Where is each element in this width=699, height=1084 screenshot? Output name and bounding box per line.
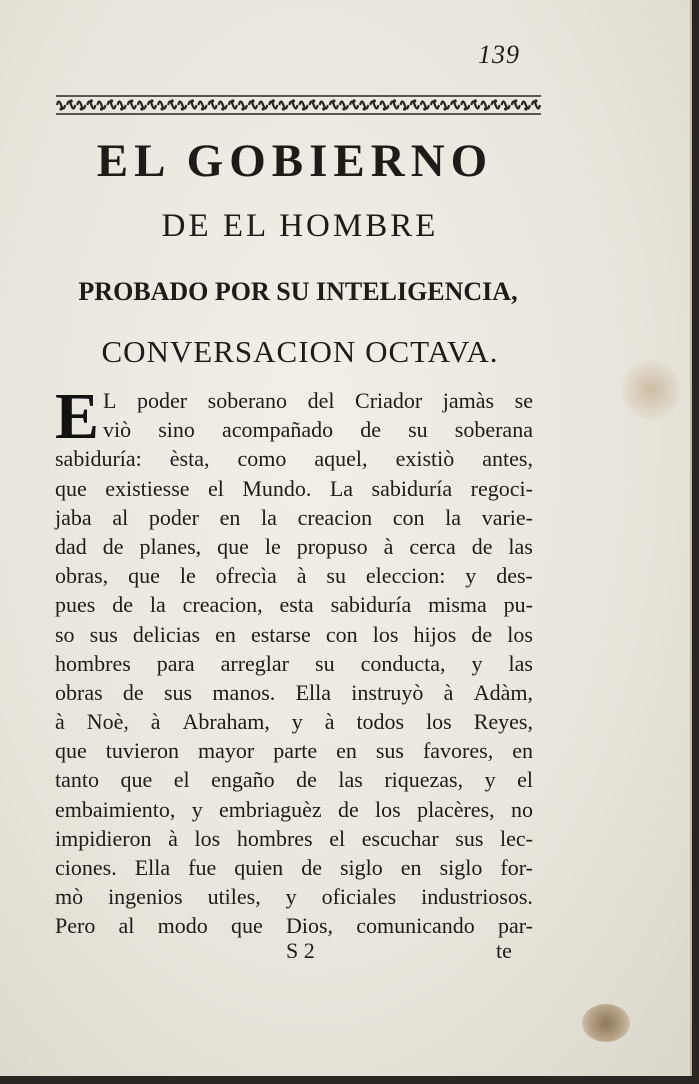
catchword: te <box>496 938 512 963</box>
text-line: tanto que el engaño de las riquezas, y el <box>55 767 533 793</box>
text-line: L poder soberano del Criador jamàs se <box>103 388 533 413</box>
page-number: 139 <box>478 40 520 69</box>
text-line: so sus delicias en estarse con los hijos de los <box>55 621 533 647</box>
section-title: CONVERSACION OCTAVA. <box>101 334 499 369</box>
text-line: ciones. Ella fue quien de siglo en siglo for- <box>55 855 533 880</box>
text-line: Pero al modo que Dios, comunicando par- <box>55 913 533 939</box>
text-line: impidieron à los hombres el escuchar sus lec- <box>55 825 533 851</box>
text-line: à Noè, à Abraham, y à todos los Reyes, <box>55 709 533 735</box>
title-line-3: PROBADO POR SU INTELIGENCIA, <box>78 277 518 306</box>
text-line: hombres para arreglar su conducta, y las <box>55 650 533 676</box>
text-line: obras de sus manos. Ella instruyò à Adàm, <box>55 679 533 705</box>
text-line: dad de planes, que le propuso à cerca de las <box>55 533 533 559</box>
ornamental-border <box>56 94 541 116</box>
drop-cap: E <box>55 380 100 453</box>
text-line: obras, que le ofrecìa à su eleccion: y des- <box>55 563 533 589</box>
text-line: jaba al poder en la creacion con la varie- <box>55 504 533 530</box>
text-line: viò sino acompañado de su soberana <box>103 417 533 443</box>
text-line: pues de la creacion, esta sabiduría misma pu- <box>55 592 533 618</box>
title-line-2: DE EL HOMBRE <box>161 208 439 244</box>
text-line: mò ingenios utiles, y oficiales industriosos. <box>55 884 533 910</box>
text-line: embaimiento, y embriaguèz de los placères, no <box>55 796 533 822</box>
paper-foxing <box>622 360 680 420</box>
text-line: sabiduría: èsta, como aquel, existiò antes, <box>55 446 533 472</box>
body-text <box>55 380 533 941</box>
signature-mark: S 2 <box>286 938 315 963</box>
text-line: que tuvieron mayor parte en sus favores, en <box>55 738 533 764</box>
paper-stain <box>582 1004 630 1042</box>
text-line: que existiesse el Mundo. La sabiduría regoci- <box>55 475 533 501</box>
title-line-1: EL GOBIERNO <box>96 135 494 187</box>
